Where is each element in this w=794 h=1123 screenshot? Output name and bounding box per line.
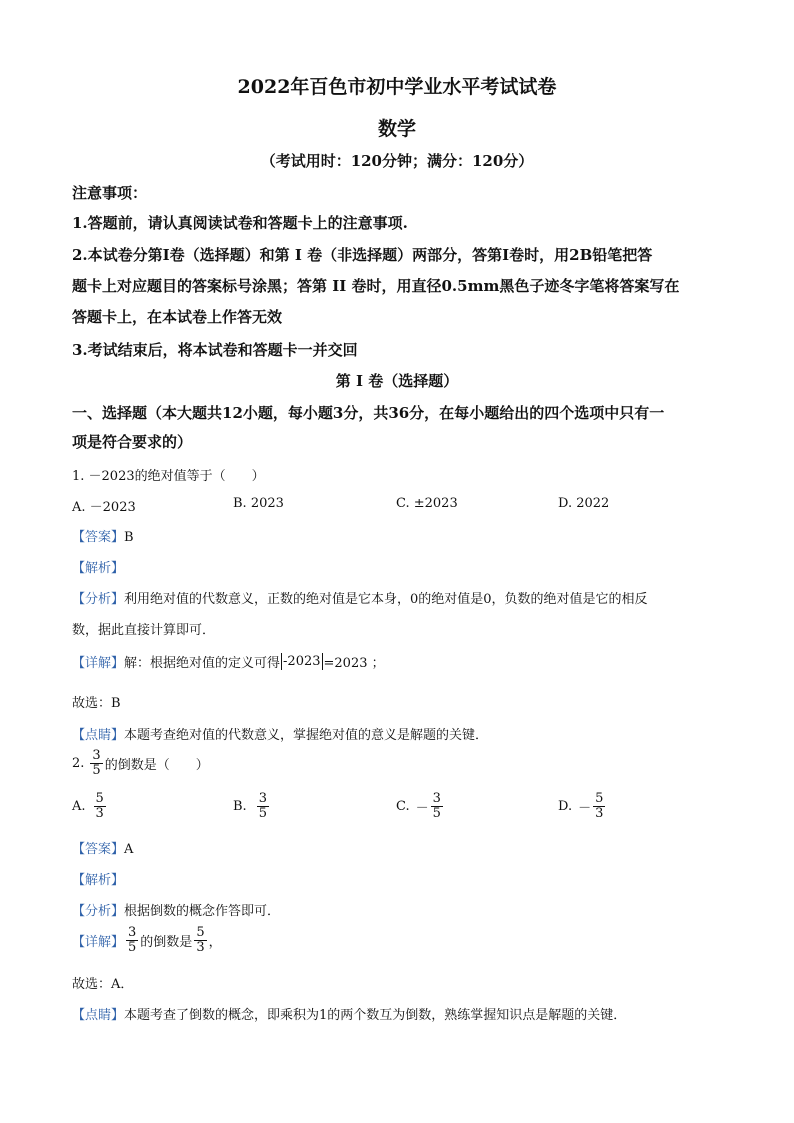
detail-fraction-1 [126, 926, 138, 954]
page-title: 2022年百色市初中学业水平考试试卷 [237, 76, 557, 98]
q2-option-b [233, 792, 271, 820]
q2-detail-end: ， [208, 934, 222, 950]
option-fraction [593, 792, 605, 820]
q2-option-c [396, 792, 445, 820]
fraction-numerator: 5 [595, 791, 604, 806]
dianjing-tag: 【点睛】 [72, 728, 125, 743]
q1-answer [72, 526, 134, 545]
q1-dianjing [72, 724, 488, 743]
detail-fraction-2 [194, 926, 206, 954]
q2-dianjing-text: 本题考查了倒数的概念，即乘积为1的两个数互为倒数，熟练掌握知识点是解题的关键． [124, 1008, 627, 1023]
q2-option-d [558, 792, 607, 820]
notice-item-2-line-2: 题卡上对应题目的答案标号涂黑；答第 II 卷时，用直径0.5mm黑色子迹冬字笔将答案写在 [72, 277, 680, 295]
q2-analysis-tag: 【解析】 [72, 873, 125, 888]
q2-detail-mid: 的倒数是 [140, 934, 193, 950]
notice-item-2-line-3: 答题卡上，在本试卷上作答无效 [72, 308, 283, 326]
abs-bar-left [281, 653, 282, 670]
q1-detail-inner: -2023 [283, 654, 321, 669]
notice-item-2-line-1: 2.本试卷分第I卷（选择题）和第 I 卷（非选择题）两部分，答第I卷时，用2B铅笔把答 [72, 246, 653, 264]
fraction-denominator: 5 [128, 939, 137, 955]
q2-stem-suffix: 的倒数是（ ） [104, 757, 209, 773]
q2-detail [72, 926, 222, 954]
q1-analysis-tag: 【解析】 [72, 561, 125, 576]
exam-info: （考试用时：120分钟；满分：120分） [260, 152, 534, 170]
q1-option-d: D. 2022 [558, 496, 610, 511]
option-label: D. [558, 798, 573, 814]
q1-detail-prefix: 解：根据绝对值的定义可得 [124, 656, 281, 671]
option-sign: － [415, 800, 429, 816]
subject-title: 数学 [377, 118, 416, 140]
q2-stem [72, 749, 209, 777]
q2-fenxi-text: 根据倒数的概念作答即可． [124, 904, 281, 919]
q1-detail [72, 652, 385, 671]
q1-fenxi-line-1 [72, 588, 648, 607]
q2-fenxi [72, 900, 280, 919]
option-fraction [257, 792, 269, 820]
part-heading-line-2: 项是符合要求的） [72, 433, 193, 451]
answer-tag: 【答案】 [72, 530, 125, 545]
fenxi-tag: 【分析】 [72, 904, 125, 919]
q1-fenxi-text: 利用绝对值的代数意义，正数的绝对值是它本身，0的绝对值是0，负数的绝对值是它的相反 [124, 592, 648, 607]
q2-dianjing [72, 1004, 626, 1023]
q1-answer-value: B [124, 530, 134, 545]
q2-stem-fraction [90, 749, 102, 777]
notice-heading: 注意事项： [72, 184, 148, 202]
q1-option-a: A. －2023 [72, 500, 136, 515]
q2-choice: 故选：A． [72, 977, 134, 992]
q1-dianjing-text: 本题考查绝对值的代数意义，掌握绝对值的意义是解题的关键． [124, 728, 489, 743]
fraction-numerator: 3 [92, 748, 101, 763]
fraction-numerator: 5 [196, 925, 205, 940]
abs-bar-right [322, 653, 323, 670]
section-title: 第 I 卷（选择题） [335, 372, 459, 390]
q2-option-a [72, 792, 108, 820]
fraction-denominator: 3 [595, 805, 604, 821]
q1-fenxi-line-2: 数，据此直接计算即可． [72, 623, 216, 638]
fraction-numerator: 3 [128, 925, 137, 940]
fraction-numerator: 3 [432, 791, 441, 806]
fraction-numerator: 3 [258, 791, 267, 806]
option-label: B. [233, 798, 247, 814]
option-label: C. [396, 798, 410, 814]
q1-option-b: B. 2023 [233, 496, 284, 511]
fenxi-tag: 【分析】 [72, 592, 125, 607]
q2-answer [72, 838, 133, 857]
part-heading-line-1: 一、选择题（本大题共12小题，每小题3分，共36分，在每小题给出的四个选项中只有一 [72, 404, 665, 422]
option-fraction [431, 792, 443, 820]
fraction-numerator: 5 [95, 791, 104, 806]
fraction-denominator: 5 [92, 762, 101, 778]
q2-number: 2. [72, 755, 85, 771]
q1-choice: 故选：B [72, 696, 121, 711]
option-fraction [94, 792, 106, 820]
notice-item-1: 1.答题前，请认真阅读试卷和答题卡上的注意事项. [72, 214, 408, 232]
dianjing-tag: 【点睛】 [72, 1008, 125, 1023]
q1-stem: 1. －2023的绝对值等于（ ） [72, 469, 265, 484]
q2-answer-value: A [124, 842, 134, 857]
q1-option-c: C. ±2023 [396, 496, 458, 511]
fraction-denominator: 5 [432, 805, 441, 821]
fraction-denominator: 5 [258, 805, 267, 821]
answer-tag: 【答案】 [72, 842, 125, 857]
notice-item-3: 3.考试结束后，将本试卷和答题卡一并交回 [72, 341, 358, 359]
detail-tag: 【详解】 [72, 934, 125, 950]
option-label: A. [72, 798, 86, 814]
q1-detail-result: =2023 ； [323, 656, 385, 671]
detail-tag: 【详解】 [72, 656, 125, 671]
fraction-denominator: 3 [196, 939, 205, 955]
option-sign: － [578, 800, 592, 816]
fraction-denominator: 3 [95, 805, 104, 821]
